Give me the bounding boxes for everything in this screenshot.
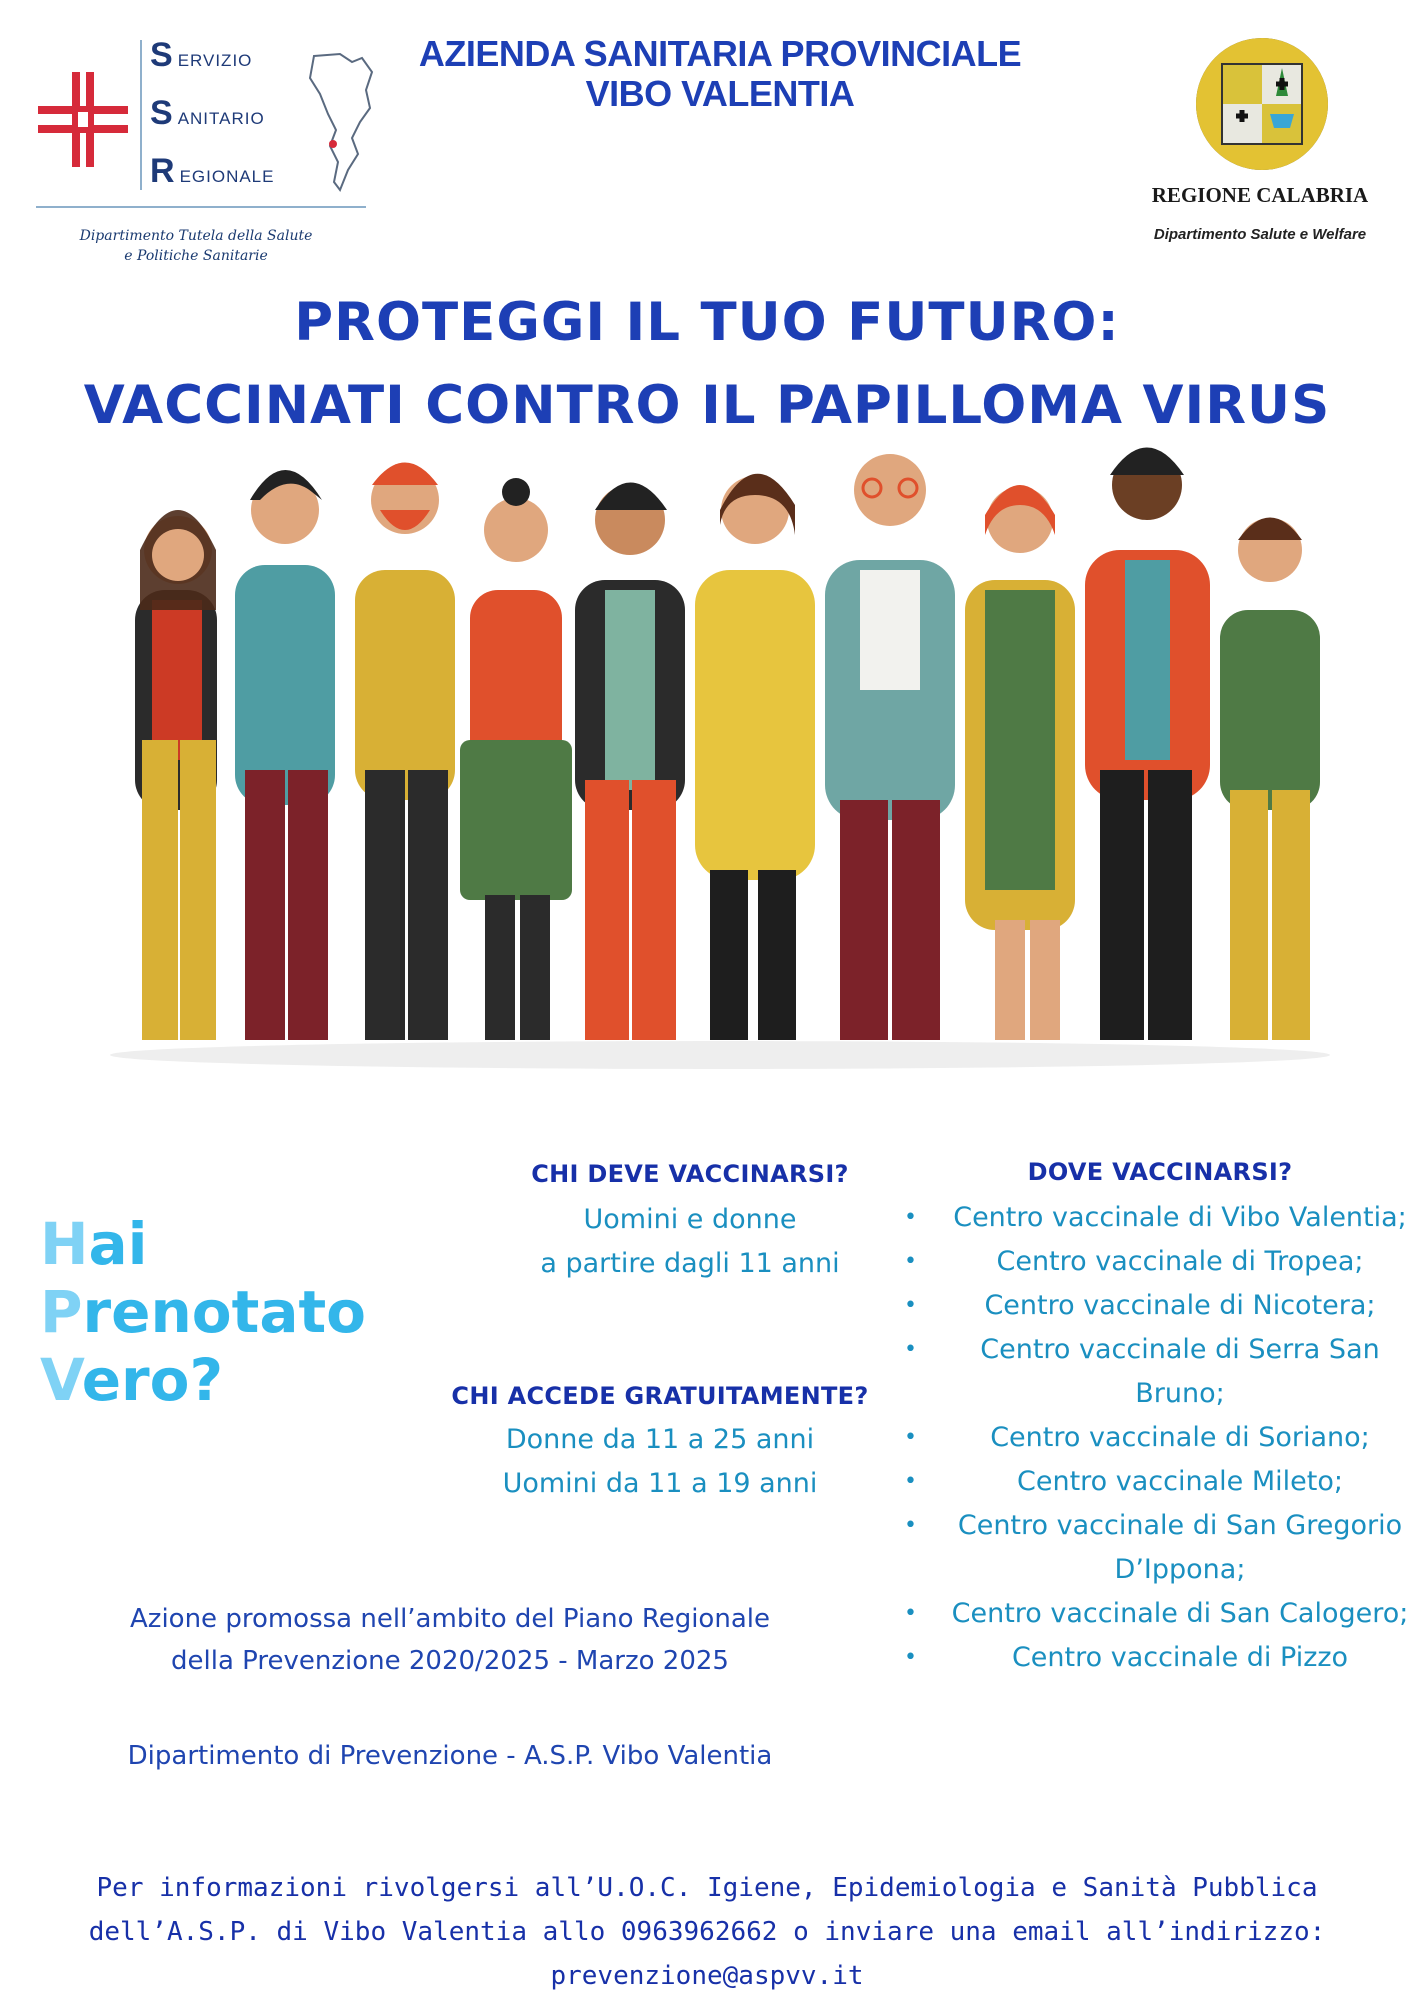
who-text: Uomini e donne a partire dagli 11 anni: [540, 1204, 840, 1279]
free-access-text: Donne da 11 a 25 anni Uomini da 11 a 19 anni: [502, 1424, 818, 1499]
list-item: • Centro vaccinale di San Calogero;: [900, 1592, 1410, 1636]
vaccination-centers-list: [900, 1196, 1410, 1680]
regione-department: Dipartimento Salute e Welfare: [1153, 226, 1367, 243]
ssr-line-regionale: REGIONALE: [150, 152, 275, 190]
list-item: • Centro vaccinale di Serra San Bruno;: [900, 1328, 1410, 1416]
asp-title: AZIENDA SANITARIA PROVINCIALE VIBO VALENTIA: [418, 33, 1022, 114]
headline-line-1: PROTEGGI IL TUO FUTURO:: [294, 292, 1120, 353]
ssr-logo: [30, 30, 370, 275]
ssr-line-sanitario: SANITARIO: [150, 94, 265, 132]
regione-calabria-logo: [1110, 30, 1400, 270]
list-item: • Centro vaccinale di Tropea;: [900, 1240, 1410, 1284]
list-item: • Centro vaccinale di Soriano;: [900, 1416, 1410, 1460]
list-item: • Centro vaccinale di Pizzo: [900, 1636, 1410, 1680]
group-of-people-illustration: [60, 440, 1380, 1080]
ssr-cross-logo: [38, 72, 128, 167]
list-item: • Centro vaccinale Mileto;: [900, 1460, 1410, 1504]
regione-calabria-seal: [1192, 34, 1332, 174]
free-access-heading: CHI ACCEDE GRATUITAMENTE?: [451, 1382, 869, 1410]
catch-phrase: Hai Prenotato Vero?: [40, 1210, 367, 1414]
footer-info: Per informazioni rivolgersi all’U.O.C. Igiene, Epidemiologia e Sanità Pubblica dell’A.S.P. di Vibo Valentia allo 0963962662 o inviare una email all’indirizzo: prevenzione@aspvv.it: [30, 1866, 1384, 1998]
department-line: Dipartimento di Prevenzione - A.S.P. Vibo Valentia: [127, 1741, 773, 1771]
calabria-map-icon: [300, 50, 390, 200]
ssr-department: Dipartimento Tutela della Salute e Politiche Sanitarie: [79, 228, 313, 264]
where-heading: DOVE VACCINARSI?: [1027, 1158, 1293, 1186]
list-item: • Centro vaccinale di Nicotera;: [900, 1284, 1410, 1328]
promo-text: Azione promossa nell’ambito del Piano Regionale della Prevenzione 2020/2025 - Marzo 2025: [130, 1604, 770, 1676]
headline-line-2: VACCINATI CONTRO IL PAPILLOMA VIRUS: [83, 375, 1331, 436]
list-item: • Centro vaccinale di Vibo Valentia;: [900, 1196, 1410, 1240]
divider: [36, 206, 366, 208]
email-link[interactable]: prevenzione@aspvv.it: [550, 1961, 864, 1991]
list-item: • Centro vaccinale di San Gregorio D’Ippona;: [900, 1504, 1410, 1592]
who-heading: CHI DEVE VACCINARSI?: [531, 1160, 849, 1188]
regione-name: REGIONE CALABRIA: [1151, 183, 1369, 207]
divider: [140, 40, 142, 190]
ssr-line-servizio: SERVIZIO: [150, 36, 253, 74]
